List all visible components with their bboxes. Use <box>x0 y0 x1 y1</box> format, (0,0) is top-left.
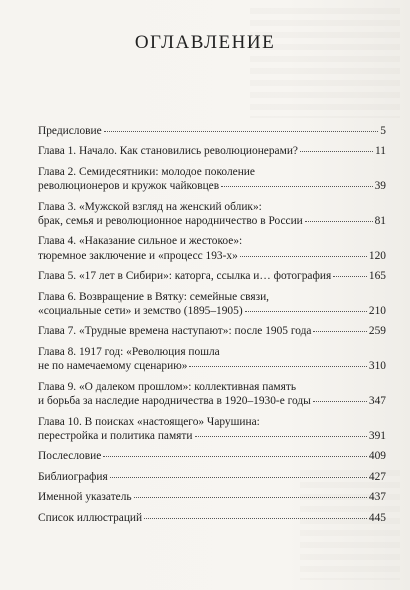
toc-page-number: 5 <box>380 125 386 137</box>
toc-entry-title: перестройка и политика памяти <box>38 429 193 442</box>
leader-dots <box>313 322 366 332</box>
toc-entry-title: Глава 2. Семидесятники: молодое поколение <box>38 165 255 178</box>
toc-entry <box>38 269 386 283</box>
toc-entry-title: Глава 10. В поисках «настоящего» Чарушина: <box>38 415 260 428</box>
toc-entry-line <box>38 179 386 193</box>
toc-entry-title: и борьба за наследие народничества в 1920–1930-е годы <box>38 395 311 408</box>
toc-entry-line <box>38 324 386 338</box>
toc-entry-title: Именной указатель <box>38 491 132 504</box>
toc-entry-title: Глава 8. 1917 год: «Революция пошла <box>38 345 220 358</box>
toc-entry-line <box>38 304 386 318</box>
toc-entry-line <box>38 470 386 484</box>
toc-entry <box>38 144 386 158</box>
toc-entry-title: Глава 6. Возвращение в Вятку: семейные связи, <box>38 290 270 303</box>
leader-dots <box>300 142 373 152</box>
toc-entry-line <box>38 249 386 263</box>
toc-entry-title: Глава 3. «Мужской взгляд на женский облик»: <box>38 200 262 213</box>
page-title: ОГЛАВЛЕНИЕ <box>134 32 276 53</box>
leader-dots <box>189 357 367 367</box>
toc-entry-line <box>38 511 386 525</box>
leader-dots <box>144 509 367 519</box>
toc-page-number: 165 <box>368 270 386 283</box>
toc-entry <box>38 415 386 444</box>
leader-dots <box>195 427 367 437</box>
toc-page-number: 81 <box>374 215 386 228</box>
toc-entry <box>38 470 386 484</box>
toc-entry-title: Глава 1. Начало. Как становились революционерами? <box>38 145 298 158</box>
toc-entry-title: Список иллюстраций <box>38 511 143 524</box>
toc-page-number: 445 <box>368 511 386 524</box>
leader-dots <box>245 302 367 312</box>
leader-dots <box>240 247 367 257</box>
leader-dots <box>110 468 367 478</box>
toc-entry-title: тюремное заключение и «процесс 193-х» <box>38 249 238 262</box>
toc-entry-title: революционеров и кружок чайковцев <box>38 180 220 193</box>
toc-entry-line <box>38 269 386 283</box>
toc-entry <box>38 200 386 229</box>
toc-entry-title: Глава 5. «17 лет в Сибири»: каторга, ссылка и… фотография <box>38 270 332 283</box>
toc-entry <box>38 165 386 194</box>
toc-page-number: 347 <box>368 395 386 408</box>
toc-page-number: 437 <box>368 491 386 504</box>
toc-entry-line <box>38 429 386 443</box>
toc-entry-line <box>38 124 386 138</box>
show-through-shadow <box>250 8 400 118</box>
toc-entry-title: Послесловие <box>38 450 102 463</box>
toc-entry-line <box>38 144 386 158</box>
toc-entry-line <box>38 214 386 228</box>
toc-entry <box>38 490 386 504</box>
toc-entry <box>38 234 386 263</box>
leader-dots <box>104 122 379 132</box>
toc-entry <box>38 345 386 374</box>
toc-entry-title: Глава 4. «Наказание сильное и жестокое»: <box>38 235 243 248</box>
toc-entry-title: Глава 9. «О далеком прошлом»: коллективная память <box>38 380 297 393</box>
toc-page-number: 409 <box>368 450 386 463</box>
toc-page-number: 427 <box>368 470 386 483</box>
toc-entry <box>38 124 386 138</box>
toc-page-number: 391 <box>368 429 386 442</box>
toc-entry-title: «социальные сети» и земство (1895–1905) <box>38 305 243 318</box>
toc-entry-title: не по намечаемому сценарию» <box>38 360 188 373</box>
toc-page-number: 11 <box>375 145 386 158</box>
toc-entry-line <box>38 449 386 463</box>
leader-dots <box>221 177 372 187</box>
leader-dots <box>134 488 367 498</box>
toc-entry-line <box>38 359 386 373</box>
table-of-contents <box>38 124 386 525</box>
toc-entry <box>38 380 386 409</box>
toc-entry <box>38 511 386 525</box>
toc-entry <box>38 290 386 319</box>
toc-entry <box>38 324 386 338</box>
toc-entry-line <box>38 394 386 408</box>
toc-page-number: 39 <box>374 180 386 193</box>
toc-page-number: 120 <box>368 249 386 262</box>
toc-entry <box>38 449 386 463</box>
toc-entry-title: Библиография <box>38 470 108 483</box>
toc-entry-line <box>38 490 386 504</box>
toc-entry-title: Глава 7. «Трудные времена наступают»: после 1905 года <box>38 325 312 338</box>
leader-dots <box>103 447 367 457</box>
leader-dots <box>313 392 367 402</box>
leader-dots <box>333 267 367 277</box>
toc-entry-title: Предисловие <box>38 125 102 137</box>
leader-dots <box>305 212 373 222</box>
toc-page-number: 259 <box>368 325 386 338</box>
toc-page-number: 210 <box>368 305 386 318</box>
toc-page-number: 310 <box>368 360 386 373</box>
toc-entry-title: брак, семья и революционное народничество в России <box>38 215 303 228</box>
